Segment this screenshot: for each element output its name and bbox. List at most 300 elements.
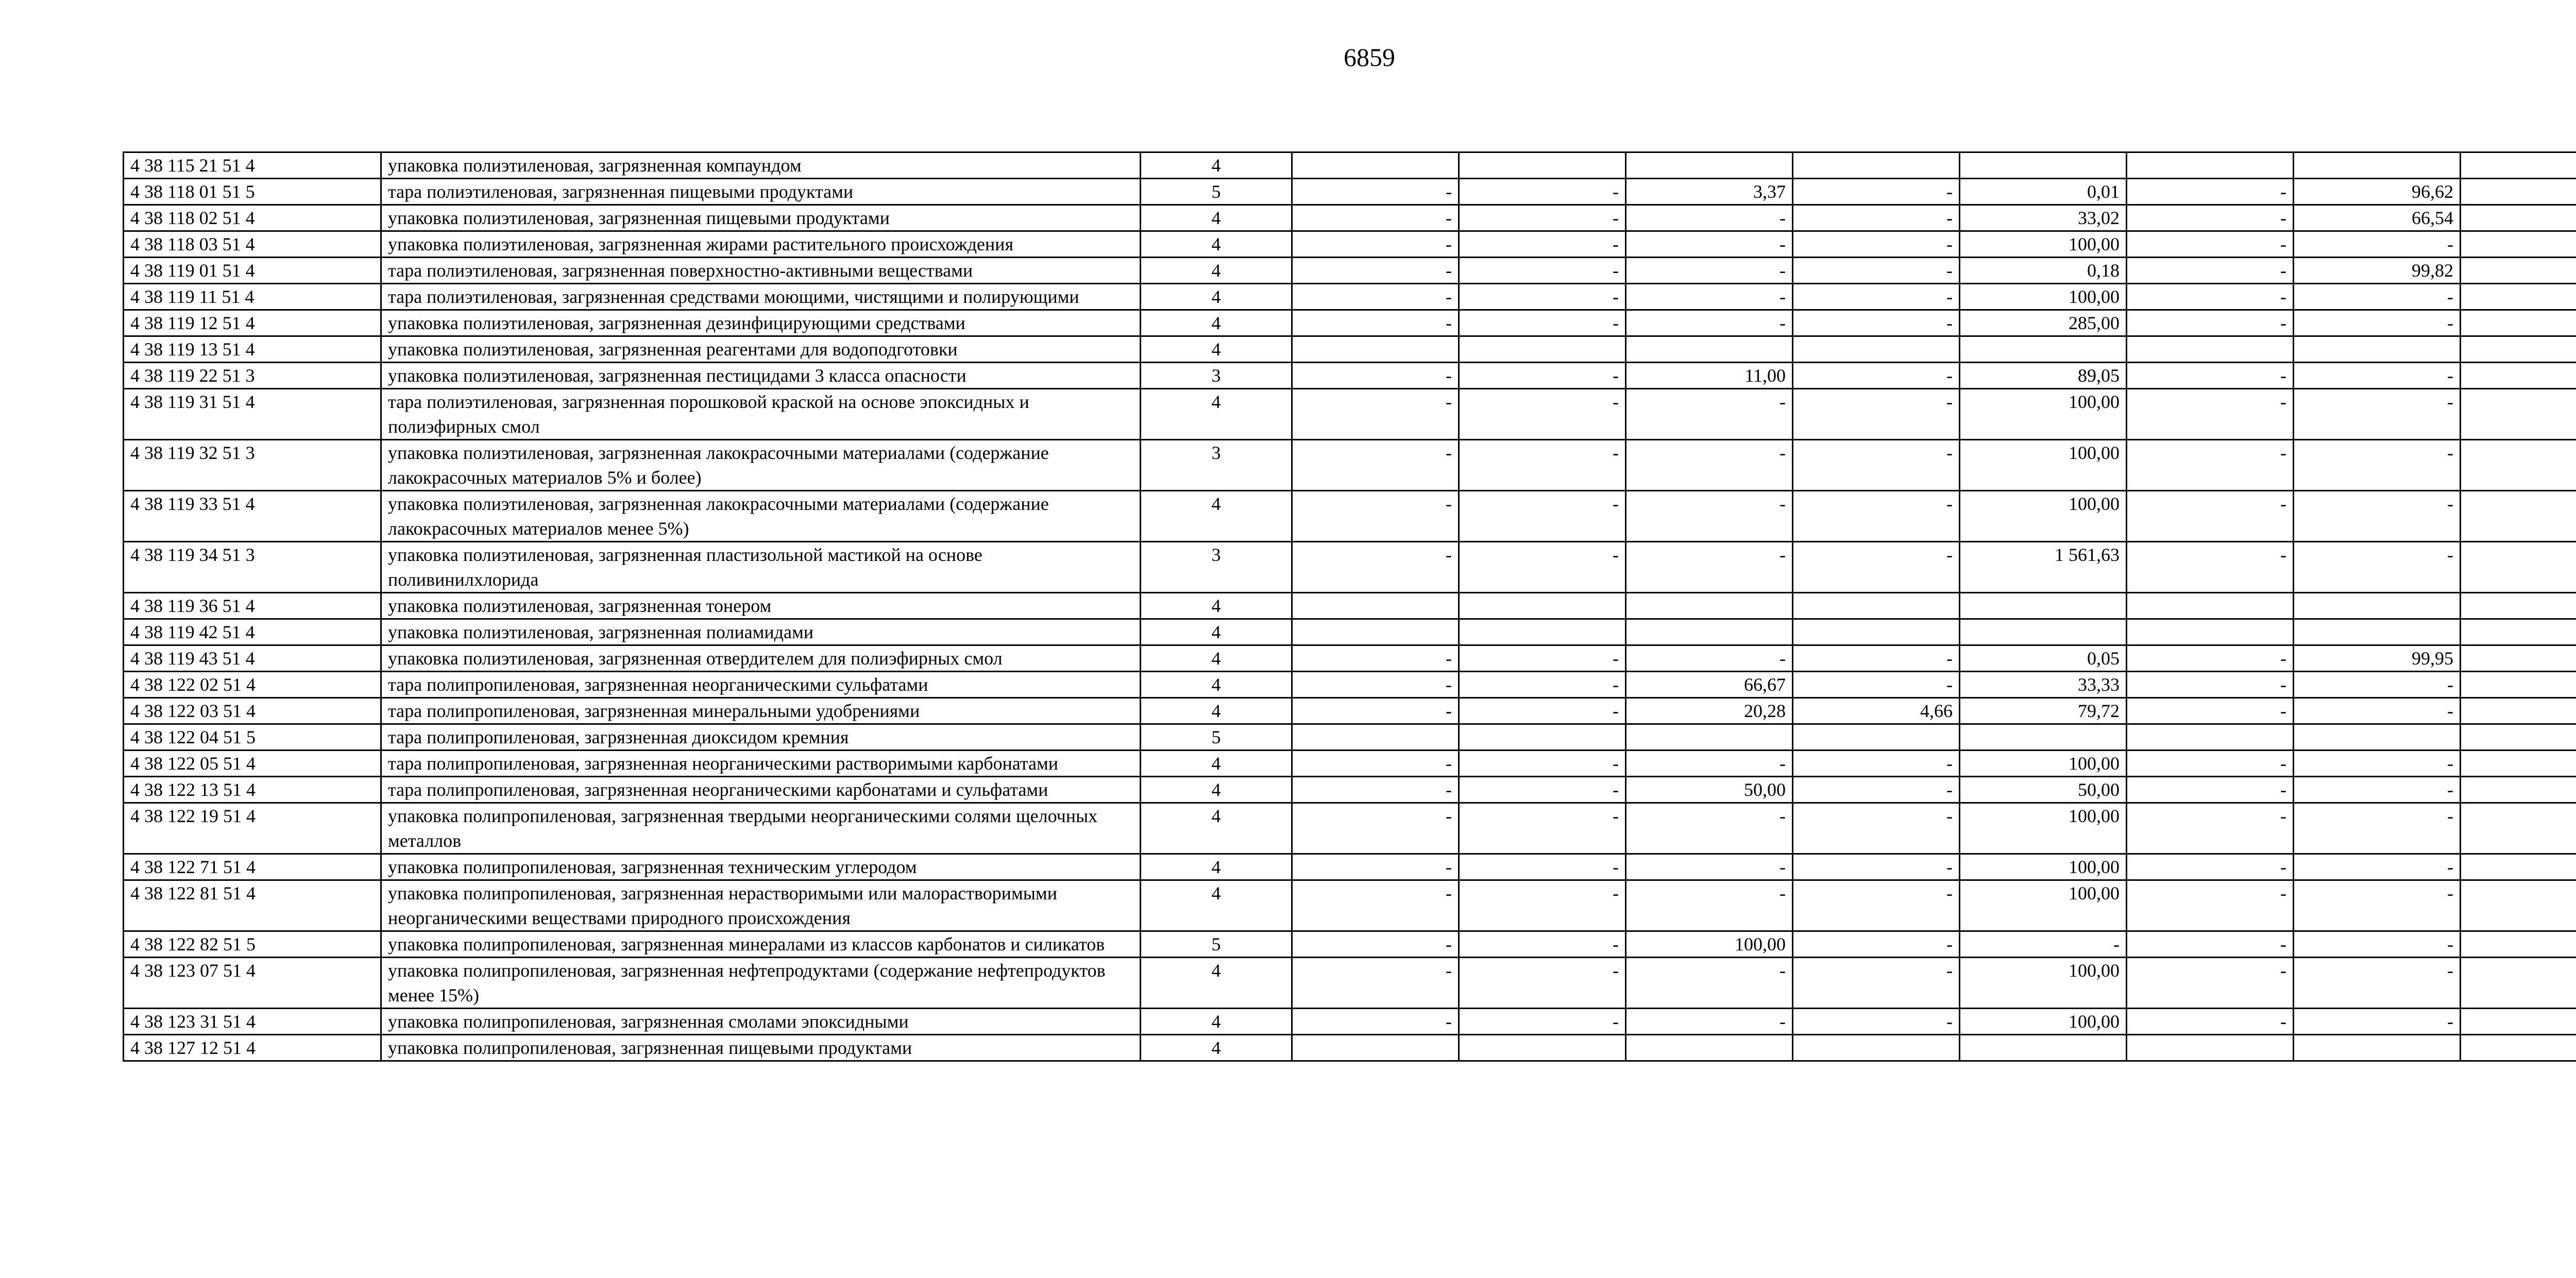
component-value-cell: 100,00 xyxy=(1960,389,2127,440)
waste-name-cell: упаковка полиэтиленовая, загрязненная полиамидами xyxy=(381,619,1141,645)
table-row xyxy=(124,751,2576,777)
component-value-cell xyxy=(1459,1035,1626,1061)
component-value-cell: - xyxy=(2127,389,2294,440)
component-value-cell xyxy=(2461,645,2576,672)
component-value-cell xyxy=(1626,1035,1793,1061)
component-value-cell: 100,00 xyxy=(1960,231,2127,258)
waste-name-cell: упаковка полипропиленовая, загрязненная нерастворимыми или малорастворимыми неорганическими веществами природного происхождения xyxy=(381,880,1141,931)
waste-code-cell: 4 38 123 07 51 4 xyxy=(124,958,381,1009)
component-value-cell: - xyxy=(1793,231,1960,258)
hazard-class-cell: 4 xyxy=(1141,777,1292,803)
component-value-cell: 50,00 xyxy=(1960,777,2127,803)
component-value-cell: - xyxy=(1459,179,1626,205)
component-value-cell: - xyxy=(1626,205,1793,231)
table-row xyxy=(124,803,2576,854)
table-row xyxy=(124,310,2576,336)
component-value-cell: - xyxy=(1793,542,1960,593)
component-value-cell xyxy=(1960,336,2127,363)
waste-code-cell: 4 38 122 19 51 4 xyxy=(124,803,381,854)
component-value-cell xyxy=(1960,619,2127,645)
hazard-class-cell: 4 xyxy=(1141,880,1292,931)
component-value-cell: 99,95 xyxy=(2294,645,2461,672)
component-value-cell: - xyxy=(1292,389,1459,440)
component-value-cell: - xyxy=(1793,777,1960,803)
table-row xyxy=(124,491,2576,542)
component-value-cell xyxy=(1459,593,1626,619)
waste-code-cell: 4 38 115 21 51 4 xyxy=(124,152,381,179)
component-value-cell: - xyxy=(1459,672,1626,698)
waste-code-cell: 4 38 119 11 51 4 xyxy=(124,284,381,310)
component-value-cell xyxy=(1292,619,1459,645)
component-value-cell: - xyxy=(1626,751,1793,777)
component-value-cell: - xyxy=(1292,931,1459,958)
component-value-cell xyxy=(1793,1035,1960,1061)
component-value-cell: - xyxy=(2294,751,2461,777)
component-value-cell: 100,00 xyxy=(1960,440,2127,491)
waste-name-cell: тара полиэтиленовая, загрязненная средствами моющими, чистящими и полирующими xyxy=(381,284,1141,310)
table-row xyxy=(124,440,2576,491)
component-value-cell: - xyxy=(1292,284,1459,310)
component-value-cell: - xyxy=(1459,698,1626,724)
component-value-cell: 100,00 xyxy=(1626,931,1793,958)
component-value-cell: - xyxy=(1793,440,1960,491)
hazard-class-cell: 4 xyxy=(1141,1009,1292,1035)
component-value-cell xyxy=(1960,152,2127,179)
component-value-cell: - xyxy=(1793,389,1960,440)
component-value-cell: - xyxy=(2127,672,2294,698)
table-row xyxy=(124,958,2576,1009)
waste-code-cell: 4 38 119 13 51 4 xyxy=(124,336,381,363)
component-value-cell: - xyxy=(1459,440,1626,491)
component-value-cell: 11,00 xyxy=(1626,363,1793,389)
component-value-cell xyxy=(2461,931,2576,958)
component-value-cell: - xyxy=(2294,777,2461,803)
component-value-cell: - xyxy=(1292,880,1459,931)
hazard-class-cell: 3 xyxy=(1141,363,1292,389)
waste-name-cell: упаковка полиэтиленовая, загрязненная лакокрасочными материалами (содержание лакокрасочных материалов менее 5%) xyxy=(381,491,1141,542)
waste-code-cell: 4 38 127 12 51 4 xyxy=(124,1035,381,1061)
waste-name-cell: упаковка полиэтиленовая, загрязненная пластизольной мастикой на основе поливинилхлорида xyxy=(381,542,1141,593)
component-value-cell: - xyxy=(1292,777,1459,803)
component-value-cell: - xyxy=(1459,284,1626,310)
component-value-cell: 79,72 xyxy=(1960,698,2127,724)
component-value-cell: - xyxy=(2294,958,2461,1009)
table-row xyxy=(124,284,2576,310)
component-value-cell: - xyxy=(2127,751,2294,777)
table-row xyxy=(124,593,2576,619)
hazard-class-cell: 4 xyxy=(1141,491,1292,542)
waste-code-cell: 4 38 118 01 51 5 xyxy=(124,179,381,205)
component-value-cell xyxy=(2461,854,2576,880)
component-value-cell: 20,28 xyxy=(1626,698,1793,724)
hazard-class-cell: 4 xyxy=(1141,854,1292,880)
component-value-cell xyxy=(2127,336,2294,363)
component-value-cell: - xyxy=(1459,363,1626,389)
component-value-cell: - xyxy=(1459,389,1626,440)
hazard-class-cell: 4 xyxy=(1141,336,1292,363)
component-value-cell: - xyxy=(2294,698,2461,724)
waste-name-cell: тара полипропиленовая, загрязненная неорганическими сульфатами xyxy=(381,672,1141,698)
table-row xyxy=(124,231,2576,258)
hazard-class-cell: 4 xyxy=(1141,152,1292,179)
component-value-cell: - xyxy=(1626,880,1793,931)
component-value-cell: 100,00 xyxy=(1960,958,2127,1009)
component-value-cell: - xyxy=(2127,777,2294,803)
component-value-cell: - xyxy=(2294,491,2461,542)
component-value-cell: - xyxy=(1292,363,1459,389)
component-value-cell: - xyxy=(1626,958,1793,1009)
component-value-cell: - xyxy=(2127,179,2294,205)
component-value-cell: - xyxy=(2294,931,2461,958)
component-value-cell: - xyxy=(1626,284,1793,310)
waste-name-cell: упаковка полиэтиленовая, загрязненная пестицидами 3 класса опасности xyxy=(381,363,1141,389)
hazard-class-cell: 4 xyxy=(1141,231,1292,258)
component-value-cell xyxy=(1960,593,2127,619)
component-value-cell: 3,37 xyxy=(1626,179,1793,205)
component-value-cell xyxy=(2461,593,2576,619)
component-value-cell: - xyxy=(2127,880,2294,931)
table-row xyxy=(124,205,2576,231)
component-value-cell: - xyxy=(1459,803,1626,854)
component-value-cell: - xyxy=(1459,958,1626,1009)
waste-code-cell: 4 38 122 82 51 5 xyxy=(124,931,381,958)
component-value-cell: - xyxy=(2127,205,2294,231)
waste-name-cell: тара полипропиленовая, загрязненная неорганическими растворимыми карбонатами xyxy=(381,751,1141,777)
waste-table xyxy=(123,151,2576,1062)
table-row xyxy=(124,542,2576,593)
table-row xyxy=(124,777,2576,803)
component-value-cell: - xyxy=(2294,672,2461,698)
hazard-class-cell: 4 xyxy=(1141,1035,1292,1061)
component-value-cell xyxy=(2294,724,2461,751)
component-value-cell: 89,05 xyxy=(1960,363,2127,389)
component-value-cell: 100,00 xyxy=(1960,854,2127,880)
component-value-cell: 0,05 xyxy=(1960,645,2127,672)
component-value-cell: - xyxy=(1793,179,1960,205)
component-value-cell: - xyxy=(1793,854,1960,880)
waste-code-cell: 4 38 119 12 51 4 xyxy=(124,310,381,336)
component-value-cell: - xyxy=(1793,258,1960,284)
component-value-cell xyxy=(1626,619,1793,645)
table-row xyxy=(124,336,2576,363)
component-value-cell: - xyxy=(2294,389,2461,440)
component-value-cell xyxy=(1292,152,1459,179)
waste-name-cell: упаковка полипропиленовая, загрязненная нефтепродуктами (содержание нефтепродуктов менее 15%) xyxy=(381,958,1141,1009)
component-value-cell: - xyxy=(1793,310,1960,336)
component-value-cell: 0,18 xyxy=(1960,258,2127,284)
component-value-cell xyxy=(1459,619,1626,645)
component-value-cell: 33,02 xyxy=(1960,205,2127,231)
component-value-cell: - xyxy=(1292,258,1459,284)
waste-code-cell: 4 38 119 31 51 4 xyxy=(124,389,381,440)
component-value-cell xyxy=(1793,336,1960,363)
component-value-cell: - xyxy=(2294,880,2461,931)
component-value-cell: - xyxy=(2127,645,2294,672)
waste-name-cell: тара полипропиленовая, загрязненная неорганическими карбонатами и сульфатами xyxy=(381,777,1141,803)
component-value-cell: - xyxy=(1626,1009,1793,1035)
component-value-cell xyxy=(2461,1009,2576,1035)
component-value-cell: 100,00 xyxy=(1960,880,2127,931)
component-value-cell: - xyxy=(2127,310,2294,336)
waste-code-cell: 4 38 119 01 51 4 xyxy=(124,258,381,284)
component-value-cell xyxy=(1459,336,1626,363)
hazard-class-cell: 4 xyxy=(1141,593,1292,619)
hazard-class-cell: 4 xyxy=(1141,310,1292,336)
component-value-cell: 100,00 xyxy=(1960,491,2127,542)
component-value-cell: - xyxy=(2127,854,2294,880)
waste-code-cell: 4 38 122 71 51 4 xyxy=(124,854,381,880)
component-value-cell: - xyxy=(1459,542,1626,593)
component-value-cell xyxy=(2127,724,2294,751)
waste-name-cell: упаковка полиэтиленовая, загрязненная отвердителем для полиэфирных смол xyxy=(381,645,1141,672)
waste-code-cell: 4 38 119 34 51 3 xyxy=(124,542,381,593)
table-row xyxy=(124,931,2576,958)
hazard-class-cell: 3 xyxy=(1141,440,1292,491)
hazard-class-cell: 4 xyxy=(1141,619,1292,645)
component-value-cell: - xyxy=(2294,363,2461,389)
component-value-cell: - xyxy=(1459,231,1626,258)
component-value-cell xyxy=(2127,619,2294,645)
component-value-cell: - xyxy=(2127,542,2294,593)
component-value-cell: - xyxy=(1292,958,1459,1009)
component-value-cell: - xyxy=(1793,1009,1960,1035)
hazard-class-cell: 4 xyxy=(1141,284,1292,310)
table-row xyxy=(124,645,2576,672)
hazard-class-cell: 5 xyxy=(1141,179,1292,205)
component-value-cell: - xyxy=(1793,958,1960,1009)
component-value-cell: - xyxy=(1292,205,1459,231)
table-row xyxy=(124,698,2576,724)
component-value-cell xyxy=(2294,152,2461,179)
component-value-cell: - xyxy=(1292,310,1459,336)
component-value-cell xyxy=(1793,619,1960,645)
table-row xyxy=(124,880,2576,931)
waste-code-cell: 4 38 122 13 51 4 xyxy=(124,777,381,803)
component-value-cell xyxy=(2461,179,2576,205)
component-value-cell: - xyxy=(1459,931,1626,958)
waste-name-cell: тара полиэтиленовая, загрязненная пищевыми продуктами xyxy=(381,179,1141,205)
component-value-cell xyxy=(2294,619,2461,645)
component-value-cell xyxy=(1626,152,1793,179)
table-body xyxy=(124,152,2576,1061)
component-value-cell: - xyxy=(2294,854,2461,880)
waste-name-cell: упаковка полиэтиленовая, загрязненная дезинфицирующими средствами xyxy=(381,310,1141,336)
component-value-cell xyxy=(2461,777,2576,803)
component-value-cell: - xyxy=(2127,931,2294,958)
component-value-cell: 50,00 xyxy=(1626,777,1793,803)
component-value-cell xyxy=(2461,336,2576,363)
component-value-cell: - xyxy=(2127,958,2294,1009)
table-row xyxy=(124,724,2576,751)
component-value-cell: 96,62 xyxy=(2294,179,2461,205)
table-row xyxy=(124,1035,2576,1061)
table-row xyxy=(124,389,2576,440)
waste-name-cell: тара полиэтиленовая, загрязненная порошковой краской на основе эпоксидных и полиэфирных смол xyxy=(381,389,1141,440)
component-value-cell xyxy=(2127,1035,2294,1061)
component-value-cell: - xyxy=(2127,698,2294,724)
component-value-cell: - xyxy=(2294,310,2461,336)
component-value-cell: - xyxy=(2127,1009,2294,1035)
component-value-cell: - xyxy=(1626,491,1793,542)
waste-code-cell: 4 38 119 32 51 3 xyxy=(124,440,381,491)
table-row xyxy=(124,363,2576,389)
component-value-cell: - xyxy=(2294,542,2461,593)
component-value-cell xyxy=(2461,803,2576,854)
component-value-cell: - xyxy=(1960,931,2127,958)
component-value-cell: - xyxy=(1292,698,1459,724)
waste-name-cell: упаковка полиэтиленовая, загрязненная лакокрасочными материалами (содержание лакокрасочных материалов 5% и более) xyxy=(381,440,1141,491)
component-value-cell xyxy=(1292,724,1459,751)
component-value-cell: - xyxy=(1626,258,1793,284)
component-value-cell: - xyxy=(1793,491,1960,542)
table-row xyxy=(124,854,2576,880)
waste-code-cell: 4 38 122 04 51 5 xyxy=(124,724,381,751)
component-value-cell: - xyxy=(1793,205,1960,231)
hazard-class-cell: 4 xyxy=(1141,205,1292,231)
table-row xyxy=(124,258,2576,284)
hazard-class-cell: 4 xyxy=(1141,803,1292,854)
waste-name-cell: упаковка полипропиленовая, загрязненная пищевыми продуктами xyxy=(381,1035,1141,1061)
component-value-cell: 33,33 xyxy=(1960,672,2127,698)
component-value-cell: - xyxy=(1626,542,1793,593)
component-value-cell: 100,00 xyxy=(1960,284,2127,310)
component-value-cell xyxy=(1793,152,1960,179)
hazard-class-cell: 4 xyxy=(1141,389,1292,440)
waste-code-cell: 4 38 122 81 51 4 xyxy=(124,880,381,931)
component-value-cell: - xyxy=(1292,751,1459,777)
waste-code-cell: 4 38 119 42 51 4 xyxy=(124,619,381,645)
component-value-cell: - xyxy=(2127,440,2294,491)
component-value-cell: - xyxy=(1793,880,1960,931)
component-value-cell xyxy=(2461,363,2576,389)
component-value-cell: - xyxy=(1626,389,1793,440)
hazard-class-cell: 4 xyxy=(1141,672,1292,698)
table-row xyxy=(124,619,2576,645)
component-value-cell xyxy=(2127,593,2294,619)
hazard-class-cell: 4 xyxy=(1141,751,1292,777)
component-value-cell: 1 561,63 xyxy=(1960,542,2127,593)
waste-name-cell: упаковка полипропиленовая, загрязненная твердыми неорганическими солями щелочных металлов xyxy=(381,803,1141,854)
waste-name-cell: упаковка полиэтиленовая, загрязненная реагентами для водоподготовки xyxy=(381,336,1141,363)
component-value-cell xyxy=(2461,619,2576,645)
component-value-cell xyxy=(2461,491,2576,542)
component-value-cell: - xyxy=(2127,284,2294,310)
component-value-cell: - xyxy=(1793,803,1960,854)
waste-code-cell: 4 38 119 43 51 4 xyxy=(124,645,381,672)
component-value-cell: - xyxy=(1459,645,1626,672)
table-row xyxy=(124,1009,2576,1035)
component-value-cell: - xyxy=(1793,672,1960,698)
component-value-cell xyxy=(2461,724,2576,751)
waste-name-cell: тара полиэтиленовая, загрязненная поверхностно-активными веществами xyxy=(381,258,1141,284)
component-value-cell xyxy=(1793,593,1960,619)
waste-name-cell: упаковка полипропиленовая, загрязненная техническим углеродом xyxy=(381,854,1141,880)
hazard-class-cell: 5 xyxy=(1141,724,1292,751)
component-value-cell xyxy=(1793,724,1960,751)
component-value-cell xyxy=(1292,1035,1459,1061)
component-value-cell: - xyxy=(2294,231,2461,258)
component-value-cell: - xyxy=(1292,231,1459,258)
component-value-cell: 0,01 xyxy=(1960,179,2127,205)
component-value-cell xyxy=(2461,205,2576,231)
component-value-cell: - xyxy=(2127,231,2294,258)
component-value-cell xyxy=(2461,284,2576,310)
component-value-cell: - xyxy=(1459,491,1626,542)
component-value-cell: - xyxy=(1793,645,1960,672)
hazard-class-cell: 4 xyxy=(1141,645,1292,672)
hazard-class-cell: 4 xyxy=(1141,698,1292,724)
component-value-cell: - xyxy=(2294,1009,2461,1035)
component-value-cell: - xyxy=(1793,931,1960,958)
component-value-cell xyxy=(2294,1035,2461,1061)
waste-code-cell: 4 38 122 05 51 4 xyxy=(124,751,381,777)
component-value-cell xyxy=(2461,672,2576,698)
component-value-cell: - xyxy=(1459,205,1626,231)
component-value-cell xyxy=(2294,336,2461,363)
component-value-cell xyxy=(1459,152,1626,179)
component-value-cell xyxy=(1626,336,1793,363)
component-value-cell xyxy=(2461,698,2576,724)
component-value-cell xyxy=(2461,542,2576,593)
component-value-cell: - xyxy=(1459,751,1626,777)
component-value-cell: 66,54 xyxy=(2294,205,2461,231)
waste-name-cell: упаковка полипропиленовая, загрязненная смолами эпоксидными xyxy=(381,1009,1141,1035)
component-value-cell: - xyxy=(1626,854,1793,880)
component-value-cell: - xyxy=(1626,645,1793,672)
component-value-cell: - xyxy=(2294,284,2461,310)
waste-code-cell: 4 38 123 31 51 4 xyxy=(124,1009,381,1035)
component-value-cell xyxy=(2461,389,2576,440)
waste-name-cell: упаковка полиэтиленовая, загрязненная тонером xyxy=(381,593,1141,619)
component-value-cell: - xyxy=(1793,363,1960,389)
hazard-class-cell: 5 xyxy=(1141,931,1292,958)
component-value-cell: - xyxy=(1626,803,1793,854)
component-value-cell: - xyxy=(1292,672,1459,698)
component-value-cell: - xyxy=(1793,751,1960,777)
component-value-cell xyxy=(1292,593,1459,619)
component-value-cell: - xyxy=(1459,258,1626,284)
waste-name-cell: упаковка полиэтиленовая, загрязненная компаундом xyxy=(381,152,1141,179)
component-value-cell xyxy=(1292,336,1459,363)
component-value-cell: - xyxy=(2127,258,2294,284)
table-row xyxy=(124,179,2576,205)
component-value-cell xyxy=(1626,724,1793,751)
waste-code-cell: 4 38 118 02 51 4 xyxy=(124,205,381,231)
waste-code-cell: 4 38 119 33 51 4 xyxy=(124,491,381,542)
component-value-cell: - xyxy=(1292,1009,1459,1035)
component-value-cell: - xyxy=(1292,803,1459,854)
component-value-cell: - xyxy=(1292,542,1459,593)
component-value-cell xyxy=(2461,231,2576,258)
waste-code-cell: 4 38 118 03 51 4 xyxy=(124,231,381,258)
waste-code-cell: 4 38 122 03 51 4 xyxy=(124,698,381,724)
component-value-cell xyxy=(1960,724,2127,751)
component-value-cell: - xyxy=(1292,645,1459,672)
component-value-cell xyxy=(2294,593,2461,619)
component-value-cell: - xyxy=(2127,491,2294,542)
component-value-cell: - xyxy=(1626,231,1793,258)
waste-name-cell: тара полипропиленовая, загрязненная диоксидом кремния xyxy=(381,724,1141,751)
component-value-cell xyxy=(1960,1035,2127,1061)
component-value-cell: - xyxy=(1292,491,1459,542)
table-row xyxy=(124,672,2576,698)
component-value-cell xyxy=(2461,152,2576,179)
page-number: 6859 xyxy=(1344,43,1395,72)
component-value-cell xyxy=(2461,1035,2576,1061)
component-value-cell: 100,00 xyxy=(1960,751,2127,777)
component-value-cell: - xyxy=(2294,803,2461,854)
component-value-cell xyxy=(2127,152,2294,179)
